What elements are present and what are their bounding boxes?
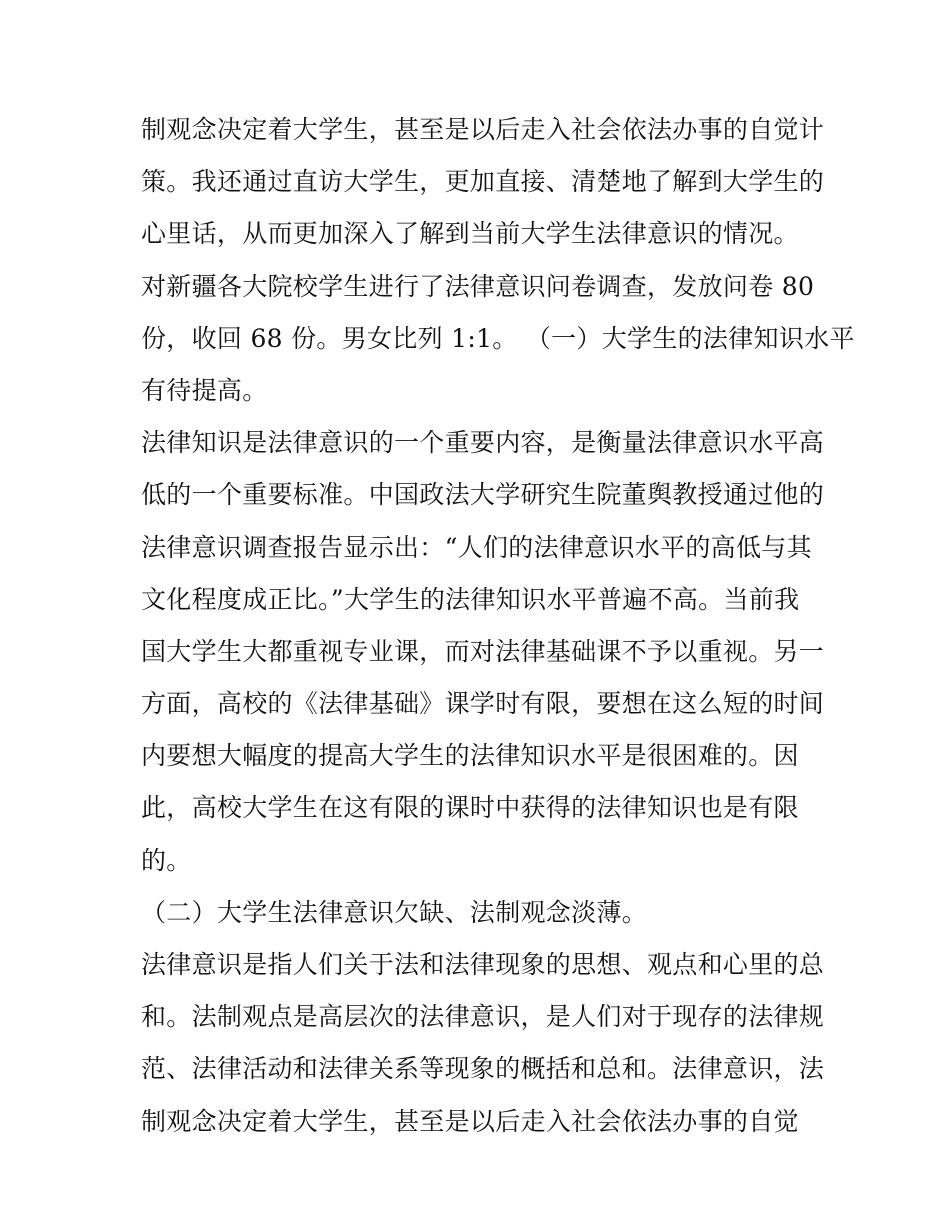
text-line: 心里话，从而更加深入了解到当前大学生法律意识的情况。: [141, 219, 799, 249]
text-line: 对新疆各大院校学生进行了法律意识问卷调查，发放问卷 80: [141, 271, 815, 301]
text-line: 有待提高。: [141, 375, 268, 405]
text-line: 法律意识调查报告显示出：“人们的法律意识水平的高低与其: [141, 532, 812, 562]
text-line: 的。: [141, 845, 192, 875]
text-line: 内要想大幅度的提高大学生的法律知识水平是很困难的。因: [141, 741, 799, 771]
text-line: 策。我还通过直访大学生，更加直接、清楚地了解到大学生的: [141, 167, 825, 197]
text-line: 范、法律活动和法律关系等现象的概括和总和。法律意识，法: [141, 1054, 825, 1084]
text-line: 份，收回 68 份。男女比列 1:1。 （一）大学生的法律知识水平: [141, 323, 855, 353]
text-line: 低的一个重要标准。中国政法大学研究生院董舆教授通过他的: [141, 480, 825, 510]
text-line: 国大学生大都重视专业课，而对法律基础课不予以重视。另一: [141, 636, 825, 666]
text-line: 制观念决定着大学生，甚至是以后走入社会依法办事的自觉计: [141, 115, 825, 144]
section-heading: （二）大学生法律意识欠缺、法制观念淡薄。: [141, 897, 648, 927]
text-line: 文化程度成正比。”大学生的法律知识水平普遍不高。当前我: [141, 584, 800, 614]
text-line: 此，高校大学生在这有限的课时中获得的法律知识也是有限: [141, 793, 799, 823]
text-line: 方面，高校的《法律基础》课学时有限，要想在这么短的时间: [141, 689, 825, 719]
body-text: [141, 104, 855, 1148]
text-line: 和。法制观点是高层次的法律意识，是人们对于现存的法律规: [141, 1002, 825, 1032]
text-line: 法律知识是法律意识的一个重要内容，是衡量法律意识水平高: [141, 428, 825, 458]
text-line: 法律意识是指人们关于法和法律现象的思想、观点和心里的总: [141, 950, 825, 979]
text-line: 制观念决定着大学生，甚至是以后走入社会依法办事的自觉: [141, 1106, 799, 1136]
